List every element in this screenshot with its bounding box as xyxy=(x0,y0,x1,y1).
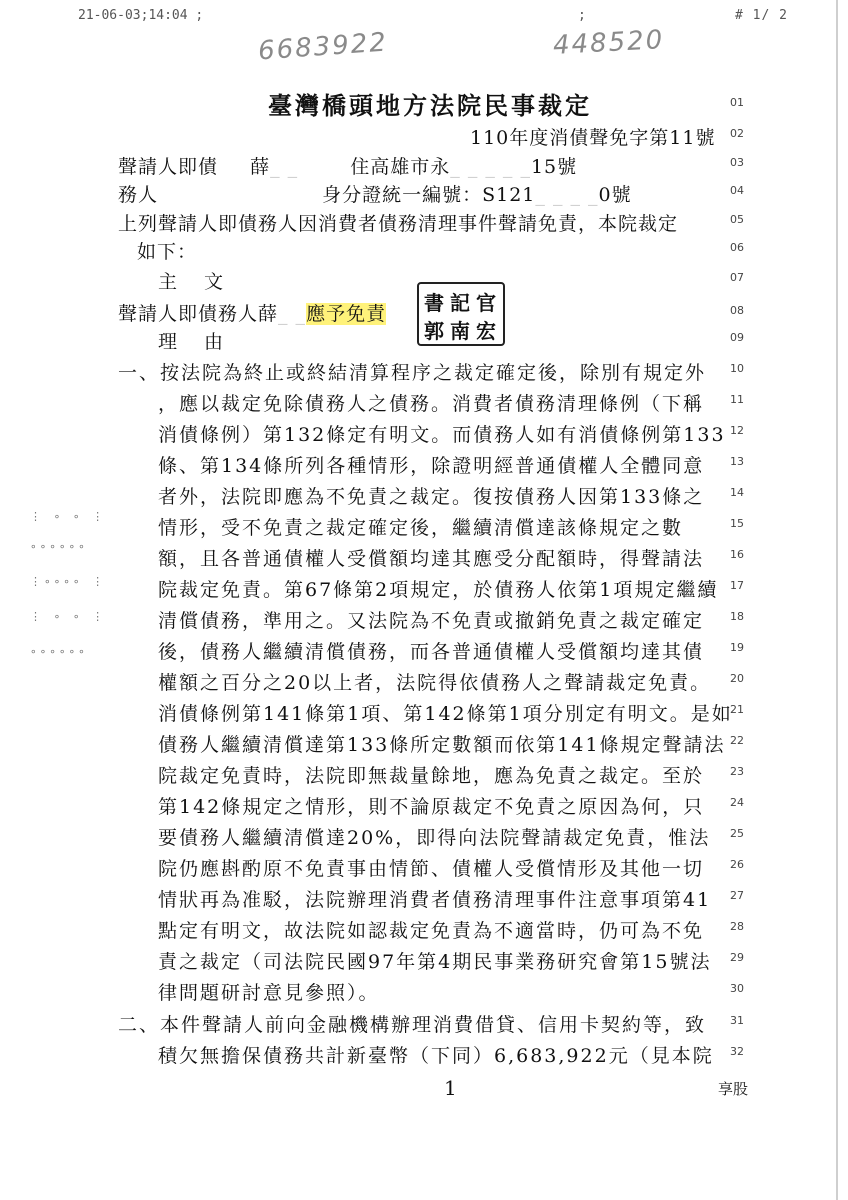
line-number: 18 xyxy=(730,610,744,623)
main-heading: 主 文 xyxy=(158,271,228,293)
line-number: 09 xyxy=(730,331,744,344)
clerk-seal xyxy=(417,282,505,346)
party-address: 住高雄市永 xyxy=(350,156,451,178)
fax-separator: ; xyxy=(578,8,586,23)
party-address-end: 15號 xyxy=(530,156,578,178)
fax-header xyxy=(0,8,848,28)
party-id-end: 0號 xyxy=(598,184,632,206)
redacted-id: _ _ _ _ xyxy=(535,184,599,206)
line-number: 32 xyxy=(730,1045,744,1058)
seal-char: 宏 xyxy=(476,319,496,343)
line-number: 14 xyxy=(730,486,744,499)
party-label-2: 務人 xyxy=(118,184,159,206)
body-line: 者外，法院即應為不免責之裁定。復按債務人因第133條之 xyxy=(158,486,705,508)
handwritten-note-left: 6683922 xyxy=(257,27,389,67)
line-number: 21 xyxy=(730,703,744,716)
redacted-address: _ _ _ _ _ xyxy=(450,156,531,178)
body-line: 額，且各普通債權人受償額均達其應受分配額時，得聲請法 xyxy=(158,548,705,570)
body-line: 責之裁定（司法院民國97年第4期民事業務研究會第15號法 xyxy=(158,951,712,973)
fax-timestamp: 21-06-03;14:04 ; xyxy=(78,8,204,23)
body-line: 要債務人繼續清償達20%，即得向法院聲請裁定免責，惟法 xyxy=(158,827,711,849)
body-line: 消債條例第141條第1項、第142條第1項分別定有明文。是如 xyxy=(158,703,733,725)
line-number: 12 xyxy=(730,424,744,437)
fax-page-indicator: # 1/ 2 xyxy=(735,8,788,23)
body-line: 點定有明文，故法院如認裁定免責為不適當時，仍可為不免 xyxy=(158,920,705,942)
seal-char: 官 xyxy=(476,291,496,315)
case-number: 110年度消債聲免字第11號 xyxy=(470,127,716,149)
main-text-prefix: 聲請人即債務人薛 xyxy=(118,303,279,325)
body-line: 條、第134條所列各種情形，除證明經普通債權人全體同意 xyxy=(158,455,705,477)
line-number: 22 xyxy=(730,734,744,747)
line-number: 02 xyxy=(730,127,744,140)
redacted-name: _ _ xyxy=(270,156,299,178)
body-line: 一、按法院為終止或終結清算程序之裁定確定後，除別有規定外 xyxy=(118,362,707,384)
body-line: 院裁定免責。第67條第2項規定，於債務人依第1項規定繼續 xyxy=(158,579,719,601)
line-number: 20 xyxy=(730,672,744,685)
line-number: 30 xyxy=(730,982,744,995)
perforation-mark: ⋮ ∘ ∘ ⋮ xyxy=(30,610,107,623)
body-line: 律問題研討意見參照）。 xyxy=(158,982,380,1004)
line-number: 07 xyxy=(730,271,744,284)
handwritten-note-right: 448520 xyxy=(552,25,665,61)
line-number: 17 xyxy=(730,579,744,592)
line-number: 23 xyxy=(730,765,744,778)
body-line: 情形，受不免責之裁定確定後，繼續清償達該條規定之數 xyxy=(158,517,684,539)
seal-char: 南 xyxy=(450,319,470,343)
line-number: 04 xyxy=(730,184,744,197)
line-number: 25 xyxy=(730,827,744,840)
line-number: 03 xyxy=(730,156,744,169)
body-line: 情狀再為准駁，法院辦理消費者債務清理事件注意事項第41 xyxy=(158,889,712,911)
body-line: 院仍應斟酌原不免責事由情節、債權人受償情形及其他一切 xyxy=(158,858,705,880)
line-number: 08 xyxy=(730,304,744,317)
party-name: 薛 xyxy=(250,156,271,178)
body-line: 後，債務人繼續清償債務，而各普通債權人受償額均達其債 xyxy=(158,641,705,663)
body-line: 債務人繼續清償達第133條所定數額而依第141條規定聲請法 xyxy=(158,734,726,756)
line-number: 29 xyxy=(730,951,744,964)
line-number: 15 xyxy=(730,517,744,530)
body-line: 消債條例）第132條定有明文。而債務人如有消債條例第133 xyxy=(158,424,726,446)
party-row-2 xyxy=(118,180,632,207)
line-number: 06 xyxy=(730,241,744,254)
body-line: 清償債務，準用之。又法院為不免責或撤銷免責之裁定確定 xyxy=(158,610,705,632)
line-number: 05 xyxy=(730,213,744,226)
line-number: 27 xyxy=(730,889,744,902)
main-ruling-highlight: 應予免責 xyxy=(306,303,387,325)
seal-char: 郭 xyxy=(424,319,444,343)
party-row-1 xyxy=(118,152,577,179)
redacted-main-name: _ _ xyxy=(278,303,307,325)
page-number: 1 xyxy=(444,1076,457,1100)
seal-char: 記 xyxy=(450,291,470,315)
perforation-mark: ⋮ ∘ ∘ ⋮ xyxy=(30,510,107,523)
body-line: ，應以裁定免除債務人之債務。消費者債務清理條例（下稱 xyxy=(158,393,705,415)
division-label: 享股 xyxy=(718,1080,749,1098)
main-text xyxy=(118,299,386,326)
preamble-line-2: 如下： xyxy=(137,241,198,263)
line-number: 01 xyxy=(730,96,744,109)
perforation-mark: ∘∘∘∘∘∘ xyxy=(30,645,88,658)
body-line: 積欠無擔保債務共計新臺幣（下同）6,683,922元（見本院 xyxy=(158,1045,714,1067)
line-number: 26 xyxy=(730,858,744,871)
reason-heading: 理 由 xyxy=(158,331,228,353)
line-number: 19 xyxy=(730,641,744,654)
line-number: 28 xyxy=(730,920,744,933)
party-label: 聲請人即債 xyxy=(118,156,219,178)
seal-char: 書 xyxy=(424,291,444,315)
line-number: 31 xyxy=(730,1014,744,1027)
scan-edge xyxy=(836,0,838,1200)
body-line: 第142條規定之情形，則不論原裁定不免責之原因為何，只 xyxy=(158,796,705,818)
line-number: 10 xyxy=(730,362,744,375)
party-id: 身分證統一編號：S121 xyxy=(322,184,536,206)
body-line: 院裁定免責時，法院即無裁量餘地，應為免責之裁定。至於 xyxy=(158,765,705,787)
line-number: 24 xyxy=(730,796,744,809)
line-number: 16 xyxy=(730,548,744,561)
preamble-line-1: 上列聲請人即債務人因消費者債務清理事件聲請免責，本院裁定 xyxy=(118,213,679,235)
body-line: 權額之百分之20以上者，法院得依債務人之聲請裁定免責。 xyxy=(158,672,712,694)
perforation-mark: ⋮∘∘∘∘ ⋮ xyxy=(30,575,107,588)
line-number: 11 xyxy=(730,393,744,406)
perforation-mark: ∘∘∘∘∘∘ xyxy=(30,540,88,553)
body-line: 二、本件聲請人前向金融機構辦理消費借貸、信用卡契約等，致 xyxy=(118,1014,707,1036)
document-title: 臺灣橋頭地方法院民事裁定 xyxy=(268,91,592,120)
line-number: 13 xyxy=(730,455,744,468)
